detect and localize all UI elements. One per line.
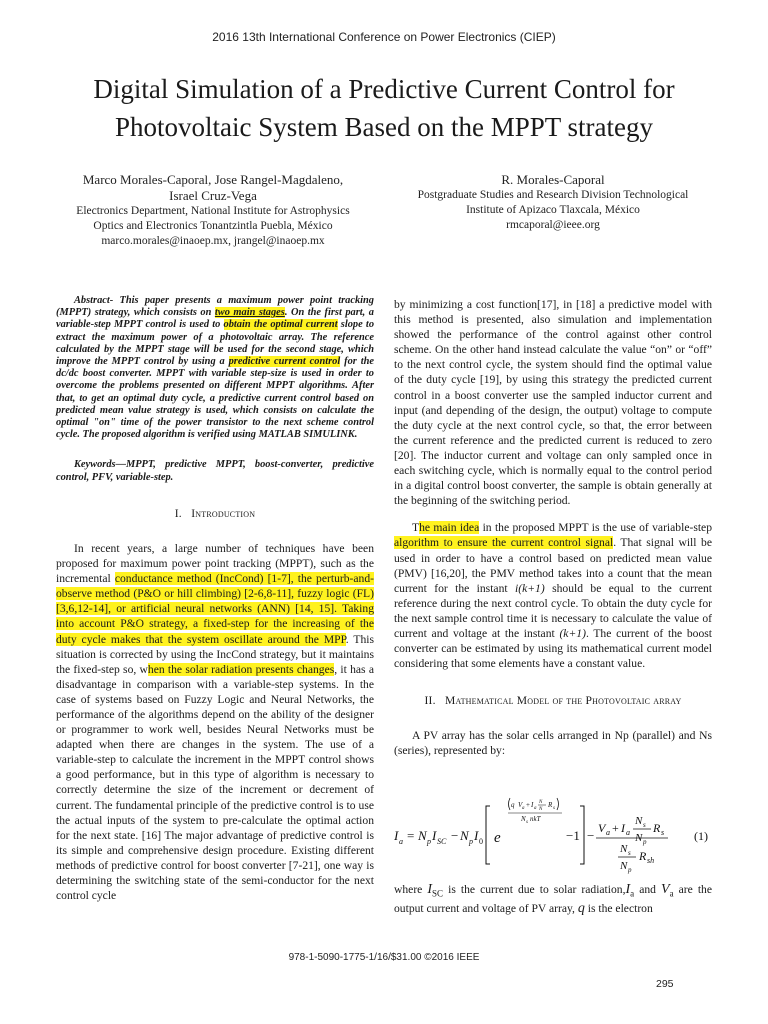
para-text: should be equal to the current reference during the next control cycle. To obtain the duty cycle for the next sample control time it is necessary to calculate the value of current and voltage at the instant [394, 581, 712, 640]
svg-text:+: + [612, 821, 619, 835]
math-inline: (k+1) [559, 626, 586, 640]
svg-text:a: a [399, 837, 403, 846]
author-email: rmcaporal@ieee.org [506, 219, 600, 231]
abstract-text: . On the first part, a variable-step MPPT control is used to [56, 307, 374, 331]
svg-text:s: s [661, 828, 665, 837]
svg-text:=: = [407, 828, 415, 843]
svg-text:N: N [460, 828, 469, 843]
svg-text:s: s [628, 849, 631, 857]
abstract-text: - This paper presents a maximum power point tracking (MPPT) strategy, which consists on [56, 295, 374, 319]
author-affiliation: Postgraduate Studies and Research Division Technological [417, 189, 689, 201]
para-text: . That signal will be used in order to have a control based on predicted mean value (PMV) [16,20], the PMV method takes into a count that the mean current for the instant [394, 536, 712, 595]
svg-text:a: a [626, 828, 630, 837]
svg-text:p: p [469, 837, 473, 846]
svg-text:N: N [521, 815, 526, 823]
math-var: q [577, 901, 585, 917]
para-text: and [634, 883, 662, 896]
svg-text:p: p [628, 866, 632, 874]
keywords [56, 459, 374, 483]
para-text: T [412, 521, 420, 535]
svg-text:V: V [518, 801, 523, 809]
abstract-text: slope to extract the maximum power of a photovoltaic array. The reference calculated by the MPPT stage will be used for the second stage, which improve the MPPT control by using a [56, 319, 375, 368]
svg-text:R: R [639, 849, 647, 863]
author-names: Marco Morales-Caporal, Jose Rangel-Magdaleno, [82, 172, 344, 187]
left-column [56, 295, 374, 903]
pv-after-equation [394, 882, 712, 917]
svg-text:I: I [432, 828, 437, 843]
math-sub: SC [432, 888, 444, 899]
math-var: V [661, 882, 670, 897]
intro-text: . This situation is corrected by using the IncCond strategy, but it maintains the fixed-step so, w [56, 632, 375, 676]
section-number: I. [174, 506, 182, 520]
svg-text:sh: sh [647, 856, 655, 865]
svg-text:p: p [427, 837, 431, 846]
svg-text:R: R [548, 801, 553, 809]
para-text: is the electron [584, 902, 653, 916]
para-text: is the current due to solar radiation, [443, 883, 626, 896]
svg-text:q: q [511, 801, 515, 809]
highlight: he main idea [419, 521, 480, 535]
svg-text:+: + [526, 801, 530, 809]
svg-text:−: − [451, 828, 459, 843]
section-heading-model [394, 693, 712, 708]
intro-text: , it has a disadvantage in comparison with a variable-step systems. In the case of systems based on Fuzzy Logic and Neural Networks, the performance of the algorithms depend on the ability of the designer or programmer to work well, besides Neural Networks must be adapted when there are changes in the system. The use of a variable-step to calculate the increment in the MPPT control shows a good performance, but in this type of algorithm is necessary to correctly determine the size of the increment or decrement of current. The fundamental principle of the predictive control is to use the actual inputs of the system to pre-calculate the optimal action for the next state. [16] The major advantage of predictive control is its simple and comprehensive design procedure. Existing different methods of predictive control for boost converter [7-21], one way is determining the switching state of the semi-conductor for the next control cycle [56, 662, 374, 903]
svg-text:−1: −1 [566, 828, 580, 843]
svg-text:N: N [635, 815, 643, 827]
svg-text:−: − [587, 828, 595, 843]
para-text: . The current of the boost converter can be estimated by using its mathematical current model considering that some elements have a constant value. [394, 626, 713, 671]
svg-text:I: I [394, 828, 399, 843]
svg-text:a: a [534, 806, 537, 811]
highlight: predictive current control [228, 356, 341, 368]
svg-text:I: I [474, 828, 479, 843]
author-name: R. Morales-Caporal [501, 172, 605, 187]
right-column [394, 297, 712, 759]
svg-text:0: 0 [479, 837, 483, 846]
paper-title [40, 70, 728, 146]
author-affiliation-cont: Institute of Apizaco Tlaxcala, México [466, 204, 640, 216]
svg-text:SC: SC [437, 837, 447, 846]
author-affiliation-cont: Optics and Electronics Tonantzintla Puebla, México [93, 220, 333, 232]
keywords-text: —MPPT, predictive MPPT, boost-converter, predictive control, PFV, variable-step. [56, 459, 374, 483]
svg-text:N: N [418, 828, 427, 843]
svg-text:a: a [522, 806, 525, 811]
svg-text:N: N [635, 832, 643, 844]
svg-text:N: N [620, 860, 628, 872]
author-email: marco.morales@inaoep.mx, jrangel@inaoep.mx [101, 235, 325, 247]
title-line-2: Photovoltaic System Based on the MPPT strategy [115, 112, 653, 142]
author-block-right [388, 172, 718, 233]
highlight: obtain the optimal current [223, 319, 338, 331]
author-names-cont: Israel Cruz-Vega [169, 188, 257, 203]
variable-definitions [394, 882, 712, 917]
svg-text:e: e [494, 830, 501, 846]
para-text: are the output current and voltage of PV array, [394, 883, 712, 916]
equation-number: (1) [694, 829, 708, 843]
svg-text:a: a [606, 828, 610, 837]
svg-text:s: s [643, 821, 646, 829]
abstract [56, 295, 374, 441]
title-line-1: Digital Simulation of a Predictive Current Control for [93, 74, 675, 104]
svg-text:I: I [621, 821, 625, 835]
intro-text: In recent years, a large number of techniques have been proposed for maximum power point tracking (MPPT), such as the incremental [56, 541, 374, 586]
math-inline: i(k+1) [514, 581, 545, 595]
section-title: Introduction [191, 506, 256, 520]
svg-text:N: N [539, 800, 543, 805]
svg-text:s: s [526, 820, 528, 825]
intro-paragraph [56, 541, 374, 903]
right-paragraph-2 [394, 520, 712, 671]
section-title: Mathematical Model of the Photovoltaic array [444, 694, 682, 708]
para-text: in the proposed MPPT is the use of variable-step [479, 521, 713, 535]
conference-header: 2016 13th International Conference on Power Electronics (CIEP) [212, 30, 556, 44]
para-text: where [394, 883, 428, 896]
highlight: conductance method (IncCond) [1-7], the perturb-and-observe method (P&O or hill climbing) [2-6,8-11], fuzzy logic (FL) [3,6,12-14], or artificial neural networks (ANN) [14, 15]. Taking into account P&O strategy, a fixed-step for the increasing of the duty cycle makes that the system oscillate around the MPP [56, 572, 374, 646]
svg-text:V: V [598, 821, 606, 835]
copyright-footer: 978-1-5090-1775-1/16/$31.00 ©2016 IEEE [288, 952, 480, 963]
highlight: algorithm to ensure the current control signal [394, 536, 614, 550]
pv-paragraph: A PV array has the solar cells arranged in Np (parallel) and Ns (series), represented by: [394, 729, 712, 758]
math-sub: a [630, 888, 635, 899]
svg-text:p: p [643, 838, 647, 846]
svg-text:R: R [653, 821, 661, 835]
math-var: I [427, 882, 433, 897]
svg-text:I: I [531, 801, 534, 809]
math-var: I [625, 882, 631, 897]
page-number: 295 [656, 978, 674, 990]
highlight: hen the solar radiation presents changes [147, 662, 335, 676]
svg-text:N: N [620, 843, 628, 855]
keywords-label: Keywords [74, 459, 116, 471]
svg-text:nkT: nkT [530, 815, 541, 823]
abstract-text: for the dc/dc boost converter. MPPT with variable step-size is used in order to overcome the problems presented on different MPPT algorithms. After that, to get an optimal duty cycle, a predictive current control based on predicted mean value strategy is used, which consists on calculate the optimal "on" time of the power transistor to the next scheme control cycle. The proposed algorithm is verified using MATLAB SIMULINK. [56, 356, 374, 441]
math-sub: a [669, 888, 674, 899]
section-number: II. [424, 694, 436, 708]
equation-1 [394, 792, 712, 874]
author-block-left [48, 172, 378, 249]
highlight: two main stages [214, 307, 285, 319]
svg-text:s: s [553, 806, 555, 811]
section-heading-introduction [56, 506, 374, 521]
author-affiliation: Electronics Department, National Institute for Astrophysics [76, 205, 350, 217]
right-paragraph-1: by minimizing a cost function[17], in [18] a predictive model with this method is presented, also simulation and implementation showed the performance of the control against other control scheme. On the other hand instead calculate the value “on” or “off” to the next control cycle, the system should find the optimal value of the duty cycle [19], by using this strategy the predicted current control in a boost converter use the sampled inductor current and input (and depending of the design, the output) voltage to compute the duty cycle at the next control cycle, so that, the error between the current reference and the predicted current is reduced to zero [20]. The inductor current and voltage can only sampled once in each switching cycle, which is normally equal to the control period in a digital control boost converter, the sample is obtain generally at the beginning of the switching period. [394, 298, 712, 508]
abstract-label: Abstract [74, 295, 110, 306]
svg-text:N: N [539, 807, 543, 812]
